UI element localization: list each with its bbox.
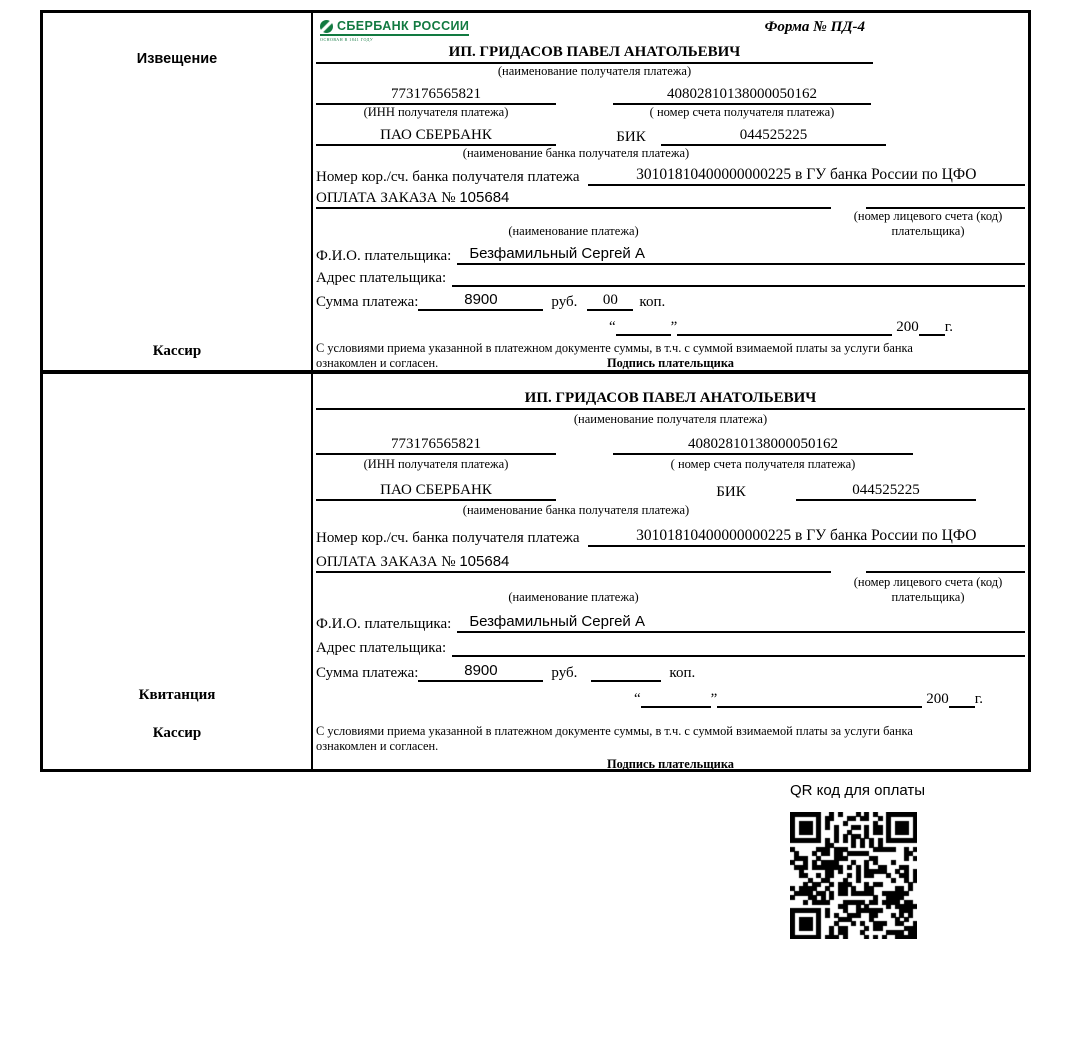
quote-close: ” xyxy=(670,319,678,335)
corr-account-value: 30101810400000000225 в ГУ банка России по ЦФО xyxy=(588,166,1025,186)
year-prefix: 200 xyxy=(926,691,949,707)
date-month-line xyxy=(717,691,922,708)
quote-open: “ xyxy=(633,691,641,707)
form-number: Форма № ПД-4 xyxy=(764,19,865,35)
agreement-text-2: ознакомлен и согласен. xyxy=(316,356,439,370)
payer-code-line xyxy=(866,191,1025,209)
payer-code-line xyxy=(866,555,1025,573)
kop-value: 00 xyxy=(587,291,633,311)
sberbank-icon xyxy=(320,20,333,33)
payer-address-line xyxy=(452,269,1025,287)
payer-fio-value: Безфамильный Сергей А xyxy=(457,613,1025,633)
payment-order-number: 105684 xyxy=(459,553,510,570)
sberbank-logo xyxy=(320,19,469,42)
sberbank-logo-text: СБЕРБАНК РОССИИ xyxy=(337,19,470,33)
qr-caption: QR код для оплаты xyxy=(789,782,925,799)
inn-value: 773176565821 xyxy=(316,435,556,455)
cashier-label: Кассир xyxy=(152,343,202,359)
year-line xyxy=(949,691,975,708)
payer-fio-label: Ф.И.О. плательщика: xyxy=(316,616,452,632)
bik-label: БИК xyxy=(716,484,746,500)
quote-open: “ xyxy=(608,319,616,335)
year-suffix: г. xyxy=(944,319,953,335)
kop-label: коп. xyxy=(639,294,666,310)
date-day-line xyxy=(641,691,711,708)
bik-label: БИК xyxy=(616,129,646,145)
notice-stub xyxy=(43,13,313,370)
rub-label: руб. xyxy=(551,294,578,310)
bank-name-label: (наименование банка получателя платежа) xyxy=(462,146,690,160)
sum-value: 8900 xyxy=(418,291,543,311)
year-line xyxy=(919,319,945,336)
signature-label: Подпись плательщика xyxy=(607,757,734,771)
payer-address-label: Адрес плательщика: xyxy=(316,640,447,656)
account-value: 40802810138000050162 xyxy=(613,435,913,455)
year-suffix: г. xyxy=(974,691,983,707)
inn-value: 773176565821 xyxy=(316,85,556,105)
date-month-line xyxy=(677,319,892,336)
cashier-label: Кассир xyxy=(152,725,202,741)
corr-account-label: Номер кор./сч. банка получателя платежа xyxy=(316,169,580,185)
stub-title: Извещение xyxy=(136,51,218,67)
payer-code-label: (номер лицевого счета (код) плательщика) xyxy=(853,209,1003,238)
recipient-name: ИП. ГРИДАСОВ ПАВЕЛ АНАТОЛЬЕВИЧ xyxy=(316,388,1025,410)
bik-value: 044525225 xyxy=(796,481,976,501)
receipt-content xyxy=(313,374,1028,772)
year-prefix: 200 xyxy=(896,319,919,335)
recipient-name: ИП. ГРИДАСОВ ПАВЕЛ АНАТОЛЬЕВИЧ xyxy=(316,42,873,64)
payment-purpose xyxy=(316,553,831,573)
payer-address-line xyxy=(452,639,1025,657)
bank-name: ПАО СБЕРБАНК xyxy=(316,481,556,501)
inn-label: (ИНН получателя платежа) xyxy=(363,105,509,119)
kop-label: коп. xyxy=(669,665,696,681)
payer-code-label: (номер лицевого счета (код) плательщика) xyxy=(853,575,1003,604)
account-label: ( номер счета получателя платежа) xyxy=(670,457,856,471)
payment-purpose-text: ОПЛАТА ЗАКАЗА № xyxy=(316,554,456,570)
kop-value xyxy=(591,680,661,682)
recipient-name-label: (наименование получателя платежа) xyxy=(497,64,692,78)
account-value: 40802810138000050162 xyxy=(613,85,871,105)
bik-value: 044525225 xyxy=(661,126,886,146)
date-line xyxy=(316,318,953,336)
payer-address-label: Адрес плательщика: xyxy=(316,270,447,286)
agreement-text-2: ознакомлен и согласен. xyxy=(316,739,439,753)
bank-name: ПАО СБЕРБАНК xyxy=(316,126,556,146)
payment-purpose-text: ОПЛАТА ЗАКАЗА № xyxy=(316,190,456,206)
inn-label: (ИНН получателя платежа) xyxy=(363,457,509,471)
payer-fio-value: Безфамильный Сергей А xyxy=(457,245,1025,265)
notice-section xyxy=(43,13,1028,374)
date-day-line xyxy=(616,319,671,336)
agreement-text: С условиями приема указанной в платежном документе суммы, в т.ч. с суммой взимаемой платы за услуги банка xyxy=(316,341,913,355)
bank-name-label: (наименование банка получателя платежа) xyxy=(462,503,690,517)
corr-account-label: Номер кор./сч. банка получателя платежа xyxy=(316,530,580,546)
rub-label: руб. xyxy=(551,665,578,681)
account-label: ( номер счета получателя платежа) xyxy=(649,105,835,119)
notice-content xyxy=(313,13,1028,370)
sum-value: 8900 xyxy=(418,662,543,682)
qr-code xyxy=(790,812,917,939)
agreement-signature-row xyxy=(316,356,1025,371)
payer-fio-label: Ф.И.О. плательщика: xyxy=(316,248,452,264)
agreement-text: С условиями приема указанной в платежном документе суммы, в т.ч. с суммой взимаемой платы за услуги банка xyxy=(316,724,913,738)
payment-purpose xyxy=(316,189,831,209)
payment-form-pd4 xyxy=(40,10,1031,772)
recipient-name-label: (наименование получателя платежа) xyxy=(573,412,768,426)
sberbank-logo-subtext: ОСНОВАН В 1841 ГОДУ xyxy=(320,37,374,42)
payment-order-number: 105684 xyxy=(459,189,510,206)
stub-title: Квитанция xyxy=(138,687,216,703)
sum-label: Сумма платежа: xyxy=(316,294,419,310)
signature-label: Подпись плательщика xyxy=(607,356,734,370)
receipt-stub xyxy=(43,374,313,772)
payment-purpose-label: (наименование платежа) xyxy=(508,224,639,238)
corr-account-value: 30101810400000000225 в ГУ банка России по ЦФО xyxy=(588,527,1025,547)
payment-purpose-label: (наименование платежа) xyxy=(508,590,639,604)
receipt-section xyxy=(43,374,1028,772)
quote-close: ” xyxy=(710,691,718,707)
sum-label: Сумма платежа: xyxy=(316,665,419,681)
date-line xyxy=(316,690,983,708)
